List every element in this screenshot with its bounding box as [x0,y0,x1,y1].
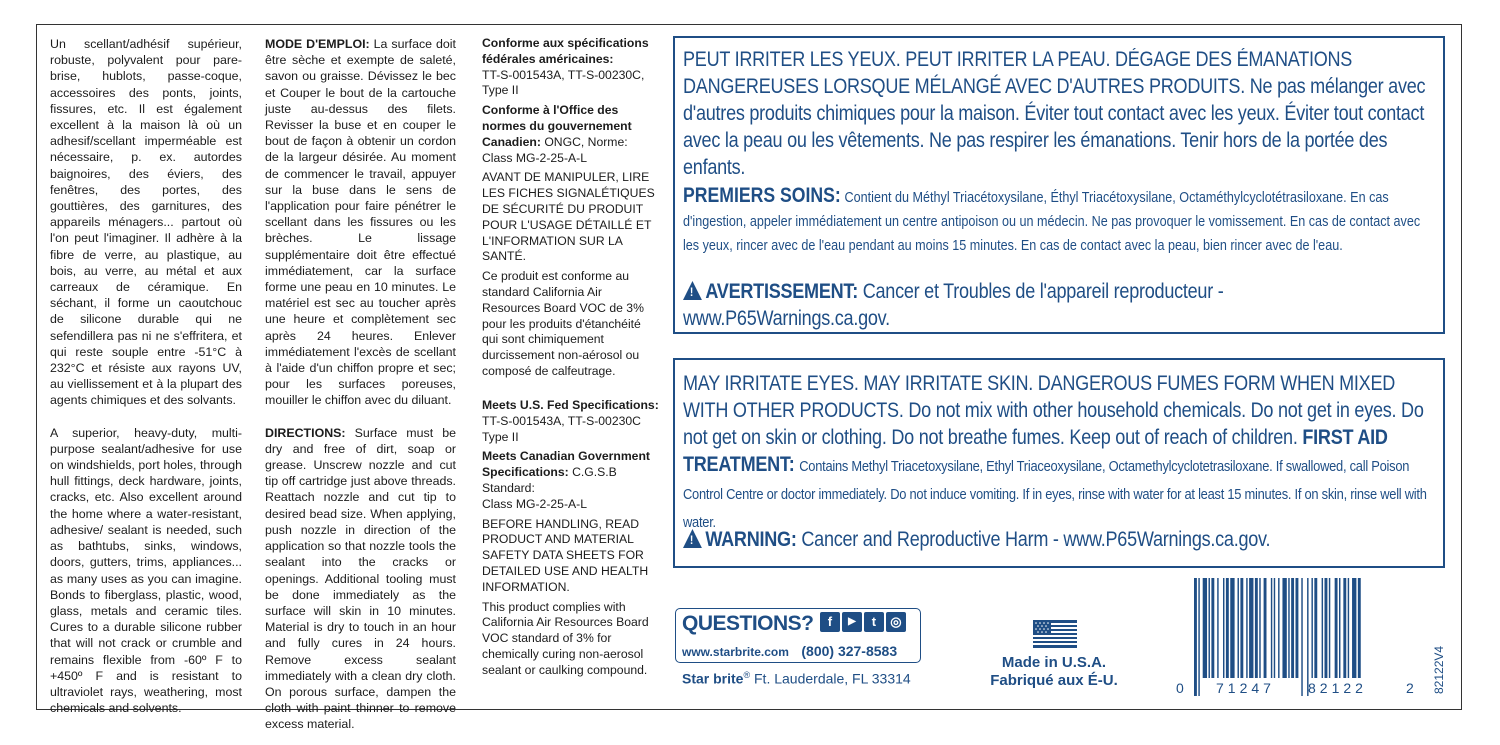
social-facebook-icon[interactable]: f [820,612,840,632]
brand-name: Star brite [682,670,744,687]
brand-line [682,670,911,687]
barcode-bar [1307,578,1308,696]
barcode-bar [1194,578,1197,696]
fr-canada-text: ONGC, Norme: Class MG-2-25-A-L [482,134,628,165]
warning-fr-main [683,46,1433,184]
barcode-bar [1238,578,1239,678]
fr-spec-heading: Conforme aux spécifications fédérales américaines: [482,36,649,66]
warning-box-fr [673,36,1445,334]
barcode-digits-group2: 82122 [1308,680,1367,696]
warning-triangle-icon [683,281,702,300]
fr-voc-text: Ce produit est conforme au standard California Air Resources Board VOC de 3% pour les produits d'étanchéité qui sont chimiquement durcissement non-aérosol ou composé de calfeutrage. [482,269,644,378]
barcode-bar [1335,578,1338,678]
barcode-bar [1203,578,1207,678]
barcode-bar [1264,578,1267,678]
barcode-bar [1352,578,1356,678]
warning-en-body: Do not mix with other household chemicals. Do not get in eyes. Do not get on skin or clothing. Do not breathe fumes. Keep out of reach of children. [683,399,1424,449]
specifications-column [482,36,660,677]
warning-triangle-icon [683,529,702,548]
barcode-bar [1198,578,1199,696]
warning-fr-caps: PEUT IRRITER LES YEUX. PEUT IRRITER LA PEAU. DÉGAGE DES ÉMANATIONS DANGEREUSES LORSQUE MÉLANGÉ AVEC D'AUTRES PRODUITS. [683,48,1353,98]
en-spec-heading: Meets U.S. Fed Specifications: [482,398,659,412]
barcode-bar [1274,578,1275,678]
warning-box-en [673,358,1445,568]
en-spec-text: TT-S-001543A, TT-S-00230C Type II [482,413,641,444]
barcode-digit-right: 2 [1406,680,1414,696]
p65-fr-text: Cancer et Troubles de l'appareil reproducteur - www.P65Warnings.ca.gov. [683,280,1224,330]
directions-fr-heading: MODE D'EMPLOI: [265,37,370,51]
warning-fr-body: Ne pas mélanger avec d'autres produits chimiques pour la maison. Éviter tout contact avec les yeux. Éviter tout contact avec la peau ou les vêtements. Ne pas respirer les émanations. Tenir hors de la portée des enfants. [683,75,1426,179]
barcode-bar [1322,578,1323,678]
first-aid-en-heading: FIRST AID TREATMENT: [683,426,1388,476]
social-twitter-icon[interactable]: t [864,612,884,632]
website-link[interactable]: www.starbrite.com [682,645,789,659]
social-instagram-icon[interactable]: ◎ [886,612,906,632]
directions-en-heading: DIRECTIONS: [265,425,346,440]
en-sds-text: BEFORE HANDLING, READ PRODUCT AND MATERIAL SAFETY DATA SHEETS FOR DETAILED USE AND HEALTH INFORMATION. [482,516,649,594]
en-canada-standard: C.G.S.B Standard: [482,465,617,495]
specifications-en [482,398,660,683]
questions-label: QUESTIONS? [682,612,814,635]
en-canada-heading: Meets Canadian Government Specifications: [482,449,650,480]
made-in-en: Made in U.S.A. [1001,654,1107,671]
barcode-bar [1311,578,1312,678]
first-aid-fr-heading: PREMIERS SOINS: [683,184,841,207]
registered-mark: ® [743,670,751,680]
p65-warning-fr [683,278,1433,332]
p65-en-heading: WARNING: [705,528,797,551]
barcode-bar [1211,578,1214,678]
barcode-digits-group1: 71247 [1216,680,1275,696]
brand-city: Ft. Lauderdale, FL 33314 [754,670,911,687]
directions-fr [265,36,456,409]
barcode-bar [1339,578,1340,678]
questions-box [675,608,921,663]
description-en: A superior, heavy-duty, multi-purpose sealant/adhesive for use on windshields, port holes, through hull fittings, deck hardware, joints, cracks, etc. Also excellent around the home where a water-resistant, adhesive/ sealant is needed, such as bathtubs, sinks, windows, doors, gutters, trims, appliances... as many uses as you can imagine. Bonds to fiberglass, plastic, wood, glass, metals and ceramic tiles. Cures to a durable silicone rubber that will not crack or crumble and remains flexible from -60º F to +450º F and is resistant to ultraviolet rays, weathering, most chemicals and solvents. [50,425,242,716]
fr-sds-text: AVANT DE MANIPULER, LIRE LES FICHES SIGNALÉTIQUES DE SÉCURITÉ DU PRODUIT POUR L'USAGE DÉTAILLÉ ET L'INFORMATION SUR LA SANTÉ. [482,170,655,264]
made-in-usa [968,654,1140,690]
barcode-digit-left: 0 [1176,680,1184,696]
barcode-bar [1246,578,1247,678]
first-aid-fr-text: Contient du Méthyl Triacétoxysilane, Éthyl Triacétoxysilane, Octaméthylcyclotétrasiloxane. En cas d'ingestion, appeler immédiatement un centre antipoison ou un médecin. Ne pas provoquer le vomissement. En cas de contact avec les yeux, rincer avec de l'eau pendant au moins 15 minutes. En cas de contact avec la peau, bien rincer avec de l'eau. [683,189,1421,254]
barcode-bar [1343,578,1346,678]
en-voc-text: This product complies with California Air Resources Board VOC standard of 3% for chemically curing non-aerosol sealant or caulking compound. [482,599,649,677]
barcode-bar [1209,578,1210,678]
barcode-bar [1259,578,1260,678]
first-aid-en-text: Contains Methyl Triacetoxysilane, Ethyl Triaceoxysilane, Octamethylcyclotetrasiloxane. If swallowed, call Poison Control Centre or doctor immediately. Do not induce vomiting. If in eyes, rinse with water for at least 15 minutes. If on skin, rinse well with water. [683,458,1427,531]
en-canada-class: Class MG-2-25-A-L [482,496,587,511]
directions-en-text: Surface must be dry and free of dirt, soap or grease. Unscrew nozzle and cut tip off cartridge just above threads. Reattach nozzle and cut tip to desired bead size. When applying, push nozzle in direction of the application so that nozzle tools the sealant into the cracks or openings. Additional tooling must be done immediately as the surface will skin in 10 minutes. Material is dry to touch in an hour and fully cures in 24 hours. Remove excess sealant immediately with a clean dry cloth. On porous surface, dampen the cloth with paint thinner to remove excess material. [265,425,456,732]
directions-en [265,425,456,733]
barcode-bar [1288,578,1289,678]
barcode-bar [1278,578,1279,678]
barcode-bar [1358,578,1361,678]
p65-warning-en [683,526,1433,553]
p65-fr-heading: AVERTISSEMENT: [705,280,858,303]
barcode-bar [1325,578,1328,678]
barcode-bar [1348,578,1349,678]
warning-en-caps: MAY IRRITATE EYES. MAY IRRITATE SKIN. DANGEROUS FUMES FORM WHEN MIXED WITH OTHER PRODUCTS. [683,372,1396,422]
directions-fr-text: La surface doit être sèche et exempte de saleté, savon ou graisse. Dévissez le bec et Couper le bout de la cartouche juste au-dessus des filets. Revisser la buse et en couper le bout de façon à obtenir un cordon de la largeur désirée. Au moment de commencer le travail, appuyer sur la buse dans le sens de l'application pour faire pénétrer le scellant dans les fissures ou les brèches. Le lissage supplémentaire doit être effectué immédiatement, car la surface forme une peau en 10 minutes. Le matériel est sec au toucher après une heure et complètement sec après 24 heures. Enlever immédiatement l'excès de scellant à l'aide d'un chiffon propre et sec; pour les surfaces poreuses, mouiller le chiffon avec du diluant. [265,37,456,408]
made-in-fr: Fabriqué aux É-U. [990,672,1118,689]
us-flag-icon [1033,620,1077,648]
barcode-bar [1255,578,1258,678]
barcode-bar [1249,578,1253,678]
specifications-fr [482,36,660,392]
barcode-bar [1296,578,1299,678]
first-aid-fr [683,184,1435,274]
warning-en-main [683,370,1433,531]
p65-en-text: Cancer and Reproductive Harm - www.P65Warnings.ca.gov. [801,528,1271,551]
description-fr: Un scellant/adhésif supérieur, robuste, polyvalent pour pare-brise, hublots, passe-coque, accessoires des ponts, joints, fissures, etc. Il est également excellent à la maison là où un adhesif/scellant imperméable est nécessaire, p. ex. autordes baignoires, des éviers, des fenêtres, des portes, des gouttières, des garnitures, des appareils ménagers... partout où l'on peut l'imaginer. Il adhère à la fibre de verre, au plastique, au bois, au verre, au métal et aux carreaux de céramique. En séchant, il forme un caoutchouc de silicone durable qui ne sefendillera pas ni ne s'effritera, et qui reste souple entre -51°C à 232°C et résiste aux rayons UV, au viellissement et à la plupart des agents chimiques et des solvants. [50,37,242,408]
barcode-bar [1240,578,1243,678]
description-column [50,36,242,728]
barcode-bar [1226,578,1229,678]
product-code: 82122V4 [1432,645,1446,694]
phone-number: (800) 327-8583 [801,643,898,659]
barcode-bar [1223,578,1224,678]
barcode-bar [1282,578,1286,678]
social-youtube-icon[interactable]: ▶ [842,612,862,632]
barcode-bar [1291,578,1294,678]
barcode-bar [1314,578,1317,678]
fr-canada-heading: Conforme à l'Office des normes du gouvernement Canadien: [482,103,632,149]
barcode-bar [1329,578,1330,678]
fr-spec-text: TT-S-001543A, TT-S-00230C, Type II [482,67,645,98]
barcode-bar [1271,578,1272,678]
barcode-bar [1217,578,1218,678]
barcode-bar [1230,578,1234,678]
barcode-bar [1301,578,1302,696]
directions-column [265,36,456,745]
